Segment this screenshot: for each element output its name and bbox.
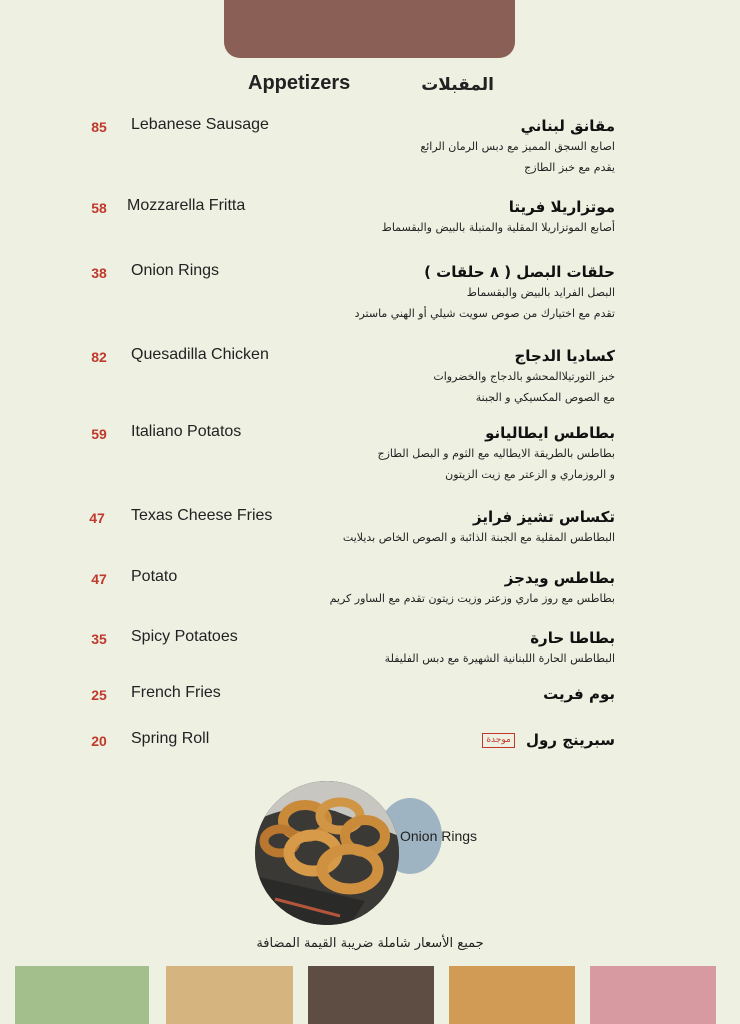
item-name-en: Potato [131, 568, 178, 585]
item-price: 85 [91, 119, 107, 135]
item-name-ar: بطاطا حارة [530, 629, 615, 647]
item-name-ar: بطاطس ايطاليانو [485, 424, 615, 442]
item-name-ar: بوم فريت [543, 685, 615, 703]
item-arabic-block [285, 628, 615, 669]
vat-note: جميع الأسعار شاملة ضريبة القيمة المضافة [256, 936, 484, 951]
section-title-en: Appetizers [248, 72, 351, 94]
item-name-ar: سبرينج رول [526, 731, 615, 749]
item-desc-line: أصابع الموتزاريلا المقلية والمتبلة بالبيض والبقسماط [381, 221, 615, 234]
onion-rings-illustration [255, 781, 399, 925]
item-name-en: French Fries [131, 684, 221, 701]
item-badge: موجدة [482, 733, 514, 748]
color-swatch-orange [449, 966, 575, 1024]
onion-rings-photo [255, 781, 399, 925]
item-arabic-block [285, 346, 615, 408]
item-desc-line: مع الصوص المكسيكي و الجبنة [475, 391, 615, 404]
item-name-ar: موتزاريلا فريتا [508, 198, 615, 216]
item-desc-line: بطاطس مع روز ماري وزعتر وزيت زيتون تقدم مع الساور كريم [329, 592, 615, 605]
item-price: 82 [91, 349, 107, 365]
item-name-en: Onion Rings [131, 262, 220, 279]
item-name-ar: كساديا الدجاج [514, 347, 615, 365]
item-name-ar: تكساس تشيز فرايز [472, 508, 615, 526]
item-name-en: Mozzarella Fritta [127, 197, 246, 214]
item-desc-line: تقدم مع اختيارك من صوص سويت شيلي أو الهني ماسترد [354, 307, 615, 320]
item-name-en: Quesadilla Chicken [131, 346, 269, 363]
item-desc-line: البطاطس الحارة اللبنانية الشهيرة مع دبس الفليفلة [384, 652, 615, 665]
item-arabic-block [285, 684, 615, 704]
color-swatch-brown [308, 966, 434, 1024]
section-title-ar: المقبلات [421, 75, 494, 95]
photo-caption: Onion Rings [400, 828, 478, 844]
item-price: 35 [91, 631, 107, 647]
item-arabic-block [285, 507, 615, 548]
item-desc-line: اصابع السجق المميز مع دبس الرمان الرائع [420, 140, 615, 153]
item-arabic-block [285, 568, 615, 609]
item-name-en: Italiano Potatos [131, 423, 242, 440]
item-desc-line: و الروزماري و الزعتر مع زيت الزيتون [445, 468, 615, 481]
item-name-ar: مقانق لبناني [520, 117, 615, 135]
item-price: 20 [91, 733, 107, 749]
item-price: 38 [91, 265, 107, 281]
item-name-ar: حلقات البصل ( ٨ حلقات ) [424, 263, 615, 281]
item-desc-line: البصل الفرايد بالبيض والبقسماط [466, 286, 615, 299]
item-name-en: Spicy Potatoes [131, 628, 238, 645]
item-desc-line: بطاطس بالطريقة الايطاليه مع الثوم و البصل الطازج [377, 447, 615, 460]
item-name-ar: بطاطس ويدجز [504, 569, 615, 587]
item-price: 59 [91, 426, 107, 442]
item-name-en: Lebanese Sausage [131, 116, 269, 133]
item-name-ar-row [285, 730, 615, 750]
item-arabic-block [285, 116, 615, 178]
item-arabic-block [285, 423, 615, 485]
item-price: 47 [89, 510, 105, 526]
item-price: 47 [91, 571, 107, 587]
item-desc-line: خبز التورتيلاالمحشو بالدجاج والخضروات [433, 370, 615, 383]
item-price: 25 [91, 687, 107, 703]
item-arabic-block [285, 262, 615, 324]
color-swatch-green [15, 966, 149, 1024]
item-arabic-block [285, 730, 615, 750]
item-name-en: Texas Cheese Fries [131, 507, 273, 524]
color-swatch-pink [590, 966, 716, 1024]
header-tab [224, 0, 515, 58]
color-swatch-tan [166, 966, 293, 1024]
item-price: 58 [91, 200, 107, 216]
item-name-en: Spring Roll [131, 730, 210, 747]
item-arabic-block [285, 197, 615, 238]
item-desc-line: يقدم مع خبز الطازج [524, 161, 615, 174]
item-desc-line: البطاطس المقلية مع الجبنة الذائبة و الصوص الخاص بديلايت [342, 531, 615, 544]
